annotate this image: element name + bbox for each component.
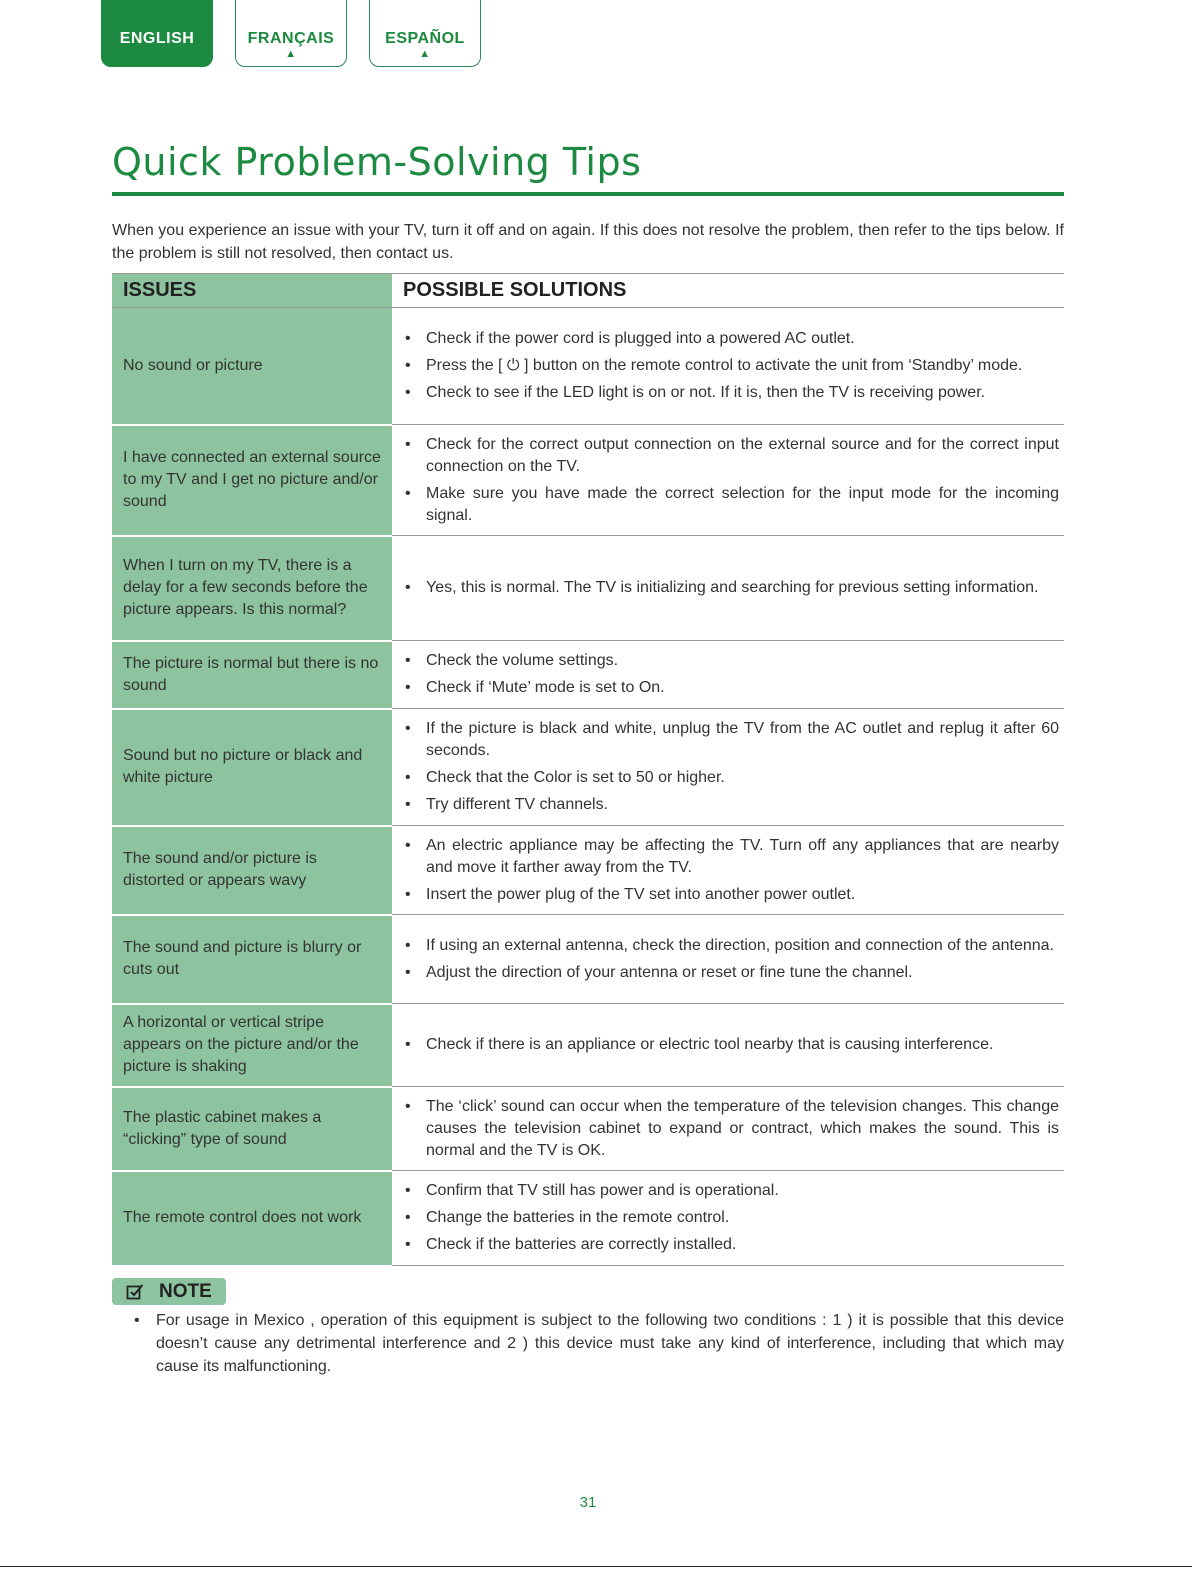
solution-item: • An electric appliance may be affecting the TV. Turn off any appliances that are nearby and move it farther away from the TV. bbox=[405, 835, 1059, 879]
note-label: NOTE bbox=[159, 1281, 212, 1302]
tab-francais-label: FRANÇAIS bbox=[247, 30, 335, 47]
table-row bbox=[112, 1171, 1064, 1266]
solution-item: • Check if the batteries are correctly installed. bbox=[405, 1234, 1059, 1256]
table-row bbox=[112, 641, 1064, 709]
solution-item: • Adjust the direction of your antenna or reset or fine tune the channel. bbox=[405, 962, 1059, 984]
table-row bbox=[112, 425, 1064, 536]
solutions-cell bbox=[392, 308, 1064, 425]
solution-list bbox=[405, 1180, 1059, 1256]
solution-item: • Confirm that TV still has power and is operational. bbox=[405, 1180, 1059, 1202]
table-row bbox=[112, 308, 1064, 425]
tab-english[interactable] bbox=[101, 0, 213, 67]
table-row bbox=[112, 1087, 1064, 1171]
issue-cell: The sound and picture is blurry or cuts out bbox=[112, 915, 392, 1004]
title-divider bbox=[112, 192, 1064, 196]
solution-list bbox=[405, 935, 1059, 984]
page-number: 31 bbox=[579, 1494, 597, 1511]
solution-item: • Check for the correct output connection on the external source and for the correct input connection on the TV. bbox=[405, 434, 1059, 478]
solutions-header: POSSIBLE SOLUTIONS bbox=[392, 274, 1064, 308]
issue-cell: The plastic cabinet makes a “clicking” type of sound bbox=[112, 1087, 392, 1171]
tab-espanol-label: ESPAÑOL bbox=[385, 30, 465, 47]
note-item: • For usage in Mexico , operation of this equipment is subject to the following two conditions : 1 ) it is possible that this device doesn’t cause any detrimental interference and 2 ) this device must take any kind of interference, including that which may cause its malfunctioning. bbox=[134, 1309, 1064, 1378]
table-row bbox=[112, 1004, 1064, 1087]
tips-table-body bbox=[112, 308, 1064, 1266]
issue-cell: The sound and/or picture is distorted or appears wavy bbox=[112, 826, 392, 915]
solution-list bbox=[405, 650, 1059, 699]
solution-list bbox=[405, 328, 1059, 404]
solution-item: • Yes, this is normal. The TV is initializing and searching for previous setting information. bbox=[405, 577, 1059, 599]
up-arrow-icon: ▲ bbox=[285, 48, 297, 60]
solution-item: • Check that the Color is set to 50 or higher. bbox=[405, 767, 1059, 789]
issue-cell: When I turn on my TV, there is a delay for a few seconds before the picture appears. Is this normal? bbox=[112, 536, 392, 641]
solutions-cell bbox=[392, 1087, 1064, 1171]
solutions-cell bbox=[392, 709, 1064, 826]
solutions-cell bbox=[392, 915, 1064, 1004]
solution-item: • Insert the power plug of the TV set into another power outlet. bbox=[405, 884, 1059, 906]
solutions-cell bbox=[392, 641, 1064, 709]
solution-list bbox=[405, 835, 1059, 906]
solution-item: • Press the [ ⏻ ] button on the remote control to activate the unit from ‘Standby’ mode. bbox=[405, 355, 1059, 377]
tab-francais[interactable] bbox=[235, 0, 347, 67]
tab-english-label: ENGLISH bbox=[119, 30, 195, 47]
solutions-cell bbox=[392, 1004, 1064, 1087]
solution-list bbox=[405, 434, 1059, 527]
solution-item: • Check if there is an appliance or electric tool nearby that is causing interference. bbox=[405, 1034, 1059, 1056]
issue-cell: No sound or picture bbox=[112, 308, 392, 425]
solution-item: • Try different TV channels. bbox=[405, 794, 1059, 816]
solution-list bbox=[405, 1034, 1059, 1056]
table-row bbox=[112, 826, 1064, 915]
up-arrow-icon: ▲ bbox=[419, 48, 431, 60]
solution-list bbox=[405, 577, 1059, 599]
issue-cell: A horizontal or vertical stripe appears on the picture and/or the picture is shaking bbox=[112, 1004, 392, 1087]
tips-table bbox=[112, 273, 1064, 1267]
solution-item: • If the picture is black and white, unplug the TV from the AC outlet and replug it after 60 seconds. bbox=[405, 718, 1059, 762]
table-header-row bbox=[112, 274, 1064, 308]
solution-item: • Change the batteries in the remote control. bbox=[405, 1207, 1059, 1229]
checkbox-pencil-icon bbox=[126, 1283, 144, 1301]
solutions-cell bbox=[392, 1171, 1064, 1266]
solution-item: • Check if ‘Mute’ mode is set to On. bbox=[405, 677, 1059, 699]
intro-paragraph: When you experience an issue with your TV, turn it off and on again. If this does not resolve the problem, then refer to the tips below. If the problem is still not resolved, then contact us. bbox=[112, 222, 1064, 262]
page-title: Quick Problem-Solving Tips bbox=[112, 140, 642, 184]
bottom-divider bbox=[0, 1566, 1192, 1567]
issue-cell: The remote control does not work bbox=[112, 1171, 392, 1266]
tab-espanol[interactable] bbox=[369, 0, 481, 67]
solutions-cell bbox=[392, 536, 1064, 641]
solution-item: • Check if the power cord is plugged into a powered AC outlet. bbox=[405, 328, 1059, 350]
solution-item: • If using an external antenna, check the direction, position and connection of the antenna. bbox=[405, 935, 1059, 957]
table-row bbox=[112, 709, 1064, 826]
issue-cell: I have connected an external source to my TV and I get no picture and/or sound bbox=[112, 425, 392, 536]
note-badge bbox=[112, 1278, 226, 1305]
solution-list bbox=[405, 718, 1059, 816]
solution-item: • Check to see if the LED light is on or not. If it is, then the TV is receiving power. bbox=[405, 382, 1059, 404]
solutions-cell bbox=[392, 425, 1064, 536]
solution-item: • Check the volume settings. bbox=[405, 650, 1059, 672]
issue-cell: Sound but no picture or black and white picture bbox=[112, 709, 392, 826]
solution-list bbox=[405, 1096, 1059, 1162]
table-row bbox=[112, 915, 1064, 1004]
issue-cell: The picture is normal but there is no sound bbox=[112, 641, 392, 709]
note-list bbox=[134, 1309, 1064, 1378]
issues-header: ISSUES bbox=[112, 274, 392, 308]
table-row bbox=[112, 536, 1064, 641]
solution-item: • The ‘click’ sound can occur when the temperature of the television changes. This change causes the television cabinet to expand or contract, which makes the sound. This is normal and the TV is OK. bbox=[405, 1096, 1059, 1162]
solutions-cell bbox=[392, 826, 1064, 915]
solution-item: • Make sure you have made the correct selection for the input mode for the incoming signal. bbox=[405, 483, 1059, 527]
